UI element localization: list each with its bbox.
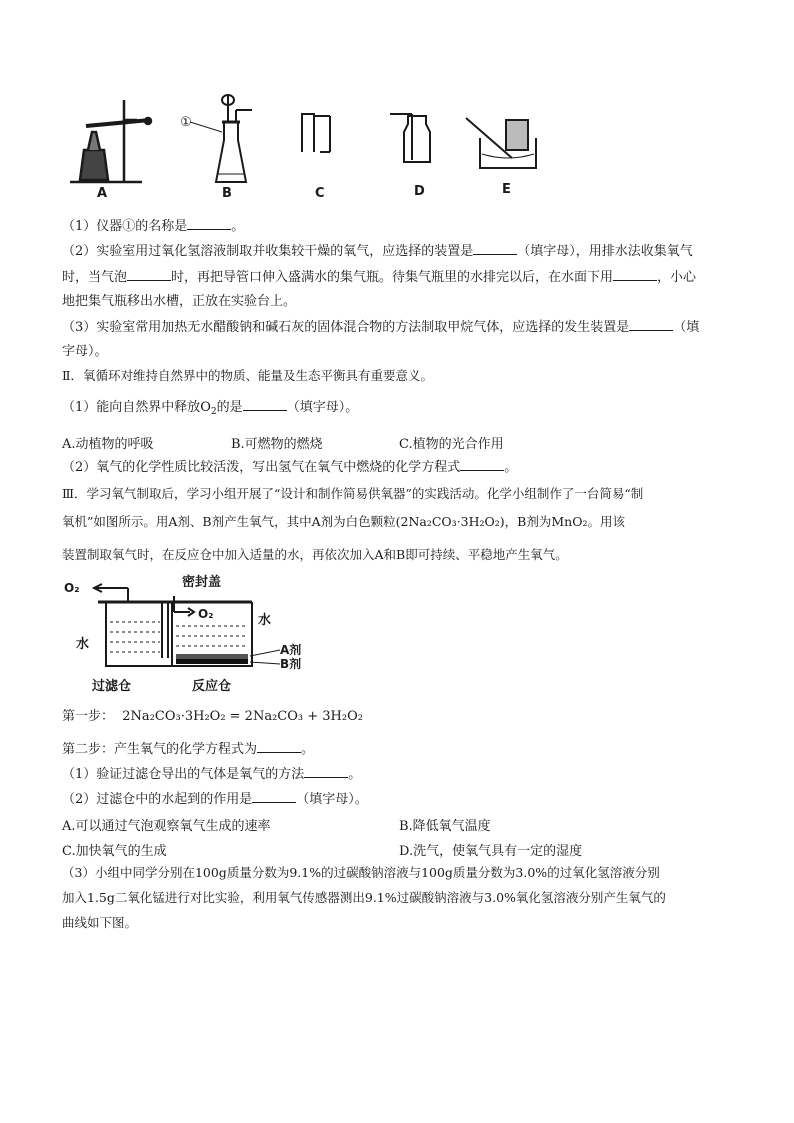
apparatus-d-drawing [390,114,430,162]
question-3-3-line3: 曲线如下图。 [62,915,138,930]
option-3-2-a: A.可以通过气泡观察氧气生成的速率 [62,819,271,834]
question-1-2-line3: 地把集气瓶移出水槽，正放在实验台上。 [62,294,297,309]
agent-layer-b [176,659,248,664]
fig2-agent-b: B剂 [280,657,302,671]
apparatus-label-d: D [414,184,425,199]
question-3-3-line2: 加入1.5g二氧化锰进行对比实验，利用氧气传感器测出9.1%过碳酸钠溶液与3.0%氧化氢溶液分别产生氧气的 [62,890,666,905]
apparatus-a-drawing [70,100,151,182]
fig2-o2-left: O₂ [64,581,80,595]
fig2-agent-a: A剂 [280,643,302,657]
fig2-reaction-label: 反应仓 [192,679,232,694]
section-3-line3: 装置制取氧气时，在反应仓中加入适量的水，再依次加入A和B即可持续、平稳地产生氧气。 [62,547,568,562]
answer-blank[interactable] [613,268,657,281]
fig2-filter-label: 过滤仓 [92,679,132,694]
question-2-2: （2）氧气的化学性质比较活泼，写出氢气在氧气中燃烧的化学方程式 。 [62,460,518,475]
answer-blank[interactable] [257,740,301,753]
option-2-1-a: A.动植物的呼吸 [62,437,154,452]
agent-layer-a [176,654,248,659]
section-3-line1: Ⅲ．学习氧气制取后，学习小组开展了“设计和制作简易供氧器”的实践活动。化学小组制作了一台简易“制 [62,486,644,501]
apparatus-figure [62,92,562,204]
question-1-2-line2: 时，当气泡 时，再把导管口伸入盛满水的集气瓶。待集气瓶里的水排完以后，在水面下用 ，小心 [62,270,697,285]
option-3-2-d: D.洗气，使氧气具有一定的湿度 [399,844,583,859]
fig2-water-left: 水 [76,637,90,652]
question-1-2-line1: （2）实验室用过氧化氢溶液制取并收集较干燥的氧气，应选择的装置是 （填字母），用排水法收集氧气 [62,244,693,259]
question-3-1: （1）验证过滤仓导出的气体是氧气的方法 。 [62,767,362,782]
fig2-lid-label: 密封盖 [182,575,222,590]
apparatus-b-drawing [190,95,252,182]
step-1: 第一步： 2Na₂CO₃·3H₂O₂ = 2Na₂CO₃ + 3H₂O₂ [62,709,363,724]
question-2-1: （1）能向自然界中释放$O_2$的是 （填字母）。 [62,400,359,417]
option-3-2-b: B.降低氧气温度 [399,819,491,834]
section-2-intro: Ⅱ．氧循环对维持自然界中的物质、能量及生态平衡具有重要意义。 [62,368,433,383]
agent-a-formula: (2Na₂CO₃·3H₂O₂) [395,514,505,529]
oxygen-generator-figure [62,572,342,696]
answer-blank[interactable] [252,790,296,803]
answer-blank[interactable] [460,458,504,471]
step-2: 第二步：产生氧气的化学方程式为 。 [62,742,315,757]
fig2-o2-right: O₂ [198,607,214,621]
answer-blank[interactable] [629,318,673,331]
apparatus-label-e: E [502,182,511,197]
apparatus-c-drawing [302,114,330,152]
apparatus-label-b: B [222,186,232,201]
answer-blank[interactable] [243,398,287,411]
question-3-2: （2）过滤仓中的水起到的作用是 （填字母）。 [62,792,368,807]
answer-blank[interactable] [304,765,348,778]
section-3-line2: 氧机”如图所示。用A剂、B剂产生氧气，其中A剂为白色颗粒(2Na₂CO₃·3H₂O₂)，B剂为MnO₂。用该 [62,514,625,529]
apparatus-e-drawing [466,118,536,168]
question-1-3-line1: （3）实验室常用加热无水醋酸钠和碱石灰的固体混合物的方法制取甲烷气体，应选择的发生装置是 （填 [62,320,700,335]
option-3-2-c: C.加快氧气的生成 [62,844,167,859]
answer-blank[interactable] [187,217,231,230]
answer-blank[interactable] [127,268,171,281]
question-1-3-line2: 字母）。 [62,344,108,359]
apparatus-marker: ① [180,115,192,130]
answer-blank[interactable] [473,242,517,255]
step-1-equation: 2Na₂CO₃·3H₂O₂ = 2Na₂CO₃ + 3H₂O₂ [122,709,363,724]
option-2-1-b: B.可燃物的燃烧 [231,437,323,452]
question-3-3-line1: （3）小组中同学分别在100g质量分数为9.1%的过碳酸钠溶液与100g质量分数为3.0%的过氧化氢溶液分别 [62,865,660,880]
apparatus-label-c: C [315,186,325,201]
apparatus-label-a: A [97,186,108,201]
question-1-1: （1）仪器①的名称是 。 [62,219,245,234]
fig2-water-right: 水 [258,613,272,628]
option-2-1-c: C.植物的光合作用 [399,437,504,452]
